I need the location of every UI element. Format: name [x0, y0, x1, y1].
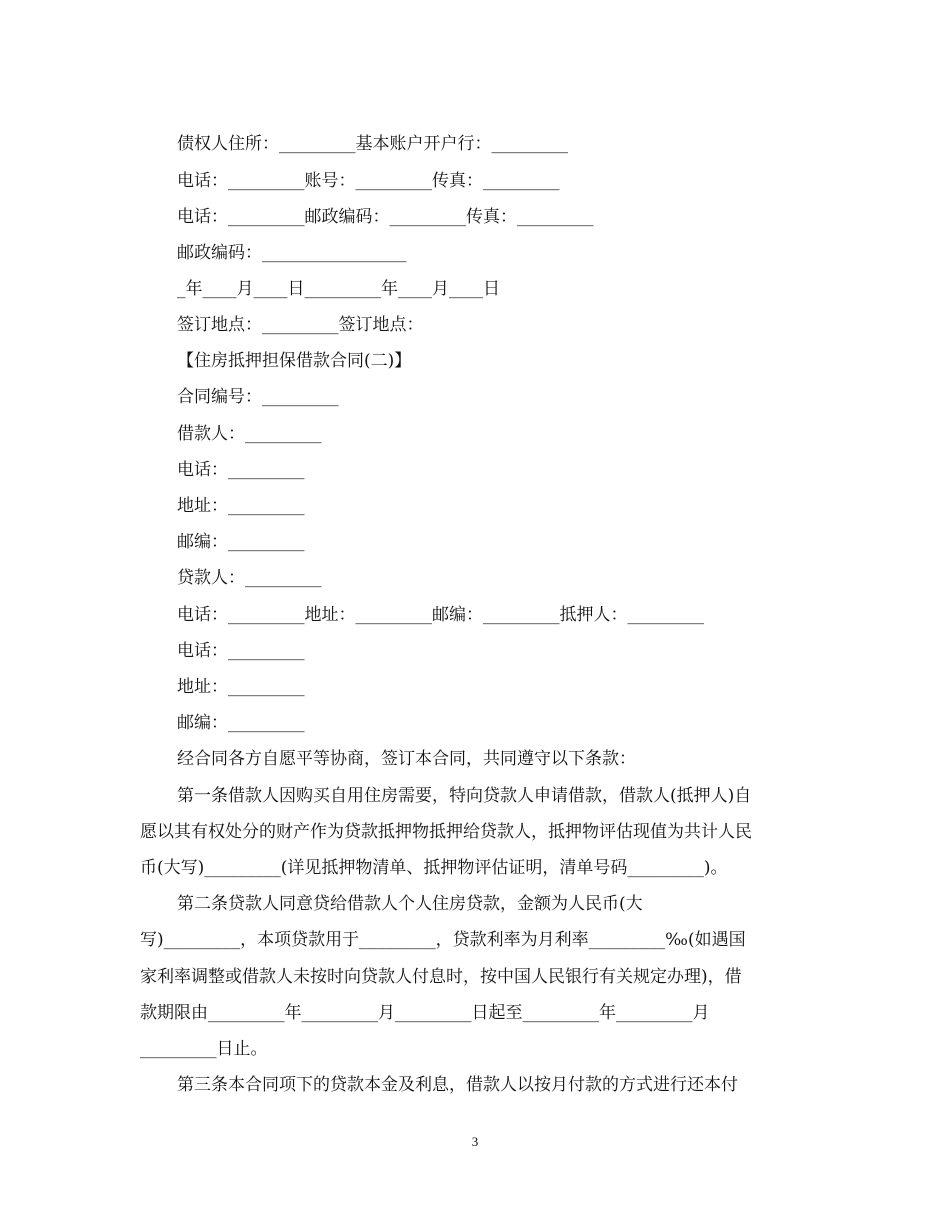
creditor-address-line: 债权人住所：_________基本账户开户行：_________ — [177, 134, 568, 154]
article-2-line-1: 第二条贷款人同意贷给借款人个人住房贷款，金额为人民币(大 — [177, 894, 643, 914]
borrower-postcode-line: 邮编：_________ — [177, 532, 305, 552]
article-2-line-4: 款期限由_________年_________月_________日起至_________年_________月 — [140, 1003, 710, 1023]
article-2-line-5: _________日止。 — [140, 1039, 268, 1059]
contract-number-line: 合同编号：_________ — [177, 387, 339, 407]
mortgagor-phone-line: 电话：_________ — [177, 641, 305, 661]
postcode-line: 邮政编码：_________________ — [177, 243, 407, 263]
phone-postcode-fax-line: 电话：_________邮政编码：_________传真：_________ — [177, 207, 594, 227]
mortgagor-address-line: 地址：_________ — [177, 677, 305, 697]
mortgagor-postcode-line: 邮编：_________ — [177, 713, 305, 733]
article-1-line-3: 币(大写)_________(详见抵押物清单、抵押物评估证明，清单号码_________)。 — [140, 858, 728, 878]
article-3-line-1: 第三条本合同项下的贷款本金及利息，借款人以按月付款的方式进行还本付 — [177, 1075, 738, 1095]
borrower-line: 借款人：_________ — [177, 424, 322, 444]
date-line: _年____月____日_________年____月____日 — [177, 279, 500, 299]
lender-line: 贷款人：_________ — [177, 568, 322, 588]
preamble-line: 经合同各方自愿平等协商，签订本合同，共同遵守以下条款： — [177, 749, 636, 769]
contract-title: 【住房抵押担保借款合同(二)】 — [177, 351, 412, 371]
article-2-line-2: 写)_________，本项贷款用于_________，贷款利率为月利率_________‰(如遇国 — [140, 930, 746, 950]
article-2-line-3: 家利率调整或借款人未按时向贷款人付息时，按中国人民银行有关规定办理)，借 — [140, 967, 742, 987]
borrower-phone-line: 电话：_________ — [177, 460, 305, 480]
article-1-line-2: 愿以其有权处分的财产作为贷款抵押物抵押给贷款人，抵押物评估现值为共计人民 — [140, 822, 752, 842]
phone-account-fax-line: 电话：_________账号：_________传真：_________ — [177, 171, 560, 191]
article-1-line-1: 第一条借款人因购买自用住房需要，特向贷款人申请借款，借款人(抵押人)自 — [177, 786, 752, 806]
lender-contact-mortgagor-line: 电话：_________地址：_________邮编：_________抵押人：_________ — [177, 605, 704, 625]
signing-place-line: 签订地点：_________签订地点： — [177, 315, 424, 335]
borrower-address-line: 地址：_________ — [177, 496, 305, 516]
page-number: 3 — [471, 1134, 479, 1149]
